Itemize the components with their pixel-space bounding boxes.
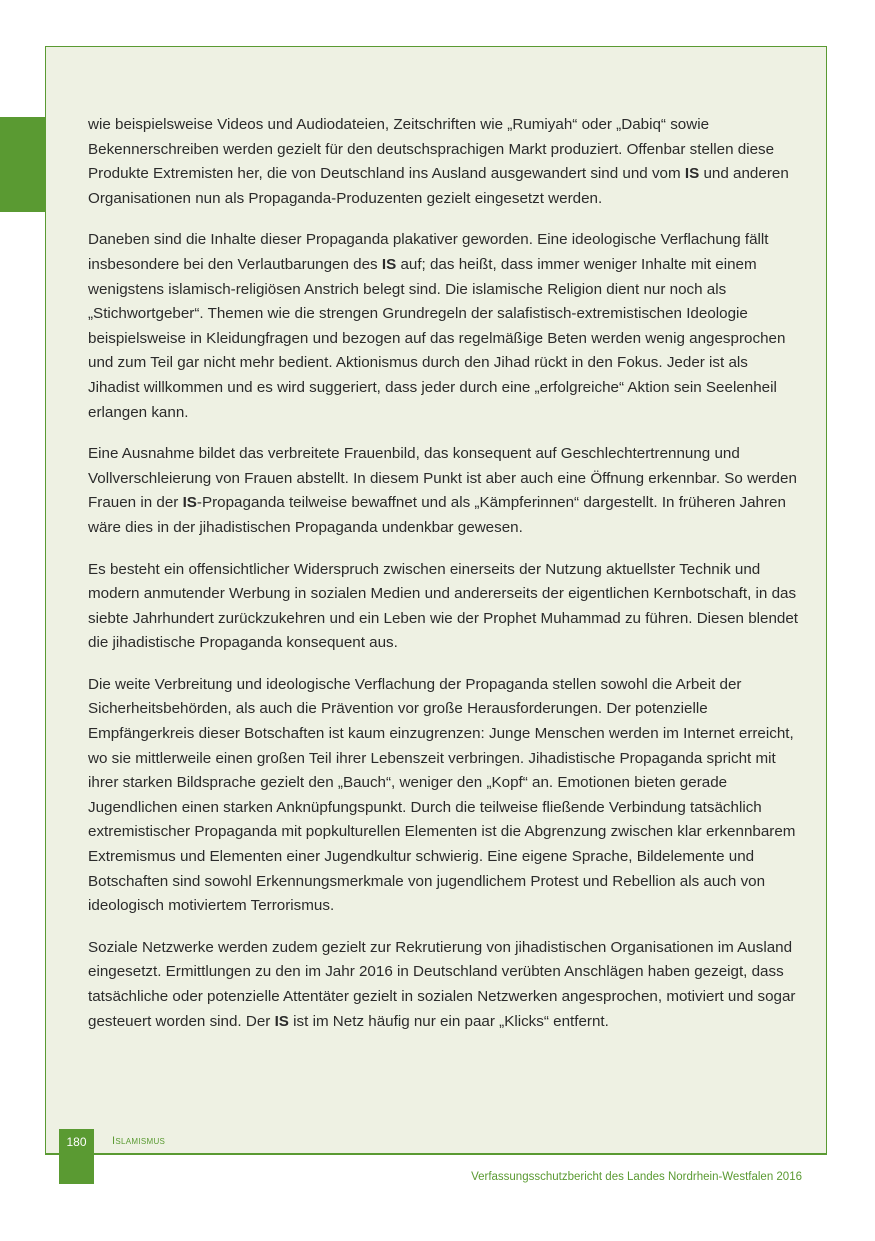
paragraph-1: wie beispielsweise Videos und Audiodateien, Zeitschriften wie „Rumiyah“ oder „Dabiq“ sowie Bekennerschreiben werden gezielt für den deutschsprachigen Markt produziert. Offenbar stellen diese Produkte Extremisten her, die von Deutschland ins Ausland ausgewandert sind und vom IS und anderen Organisationen nun als Propaganda-Produzenten gezielt eingesetzt werden. <box>88 116 789 207</box>
abbr-is: IS <box>182 494 197 512</box>
paragraph-3: Eine Ausnahme bildet das verbreitete Frauenbild, das konsequent auf Geschlechtertrennung und Vollverschleierung von Frauen abstellt. In diesem Punkt ist aber auch eine Öffnung erkennbar. So werden Frauen in der IS-Propaganda teilweise bewaffnet und als „Kämpferinnen“ dargestellt. In früheren Jahren wäre dies in der jihadistischen Propaganda undenkbar gewesen. <box>88 445 797 536</box>
paragraph-6: Soziale Netzwerke werden zudem gezielt zur Rekrutierung von jihadistischen Organisationen im Ausland eingesetzt. Ermittlungen zu den im Jahr 2016 in Deutschland verübten Anschlägen haben gezeigt, dass tatsächliche oder potenzielle Attentäter gezielt in sozialen Netzwerken angesprochen, motiviert und sogar gesteuert worden sind. Der IS ist im Netz häufig nur ein paar „Klicks“ entfernt. <box>88 938 796 1030</box>
publication-title: Verfassungsschutzbericht des Landes Nordrhein-Westfalen 2016 <box>471 1171 802 1183</box>
paragraph-5: Die weite Verbreitung und ideologische Verflachung der Propaganda stellen sowohl die Arbeit der Sicherheitsbehörden, als auch die Prävention vor große Herausforderungen. Der potenzielle Empfängerkreis dieser Botschaften ist kaum einzugrenzen: Junge Menschen werden im Internet erreicht, wo sie mittlerweile einen großen Teil ihrer Lebenszeit verbringen. Jihadistische Propaganda spricht mit ihrer starken Bildsprache gezielt den „Bauch“, weniger den „Kopf“ an. Emotionen bieten gerade Jugendlichen einen starken Anknüpfungspunkt. Durch die teilweise fließende Verbindung tatsächlich extremistischer Propaganda mit popkulturellen Elementen ist die Abgrenzung zwischen klar erkennbarem Extremismus und Elementen einer Jugendkultur schwierig. Eine eigene Sprache, Bildelemente und Botschaften sind sowohl Erkennungsmerkmale von jugendlichem Protest und Rebellion als auch von ideologisch motiviertem Terrorismus. <box>88 675 796 915</box>
abbr-is: IS <box>381 255 397 273</box>
body-text <box>88 113 800 1051</box>
chapter-tab <box>0 117 45 212</box>
paragraph-4: Es besteht ein offensichtlicher Widerspruch zwischen einerseits der Nutzung aktuellster Technik und modern anmutender Werbung in sozialen Medien und andererseits der eigentlichen Kernbotschaft, in das siebte Jahrhundert zurückzukehren und ein Leben wie der Prophet Muhammad zu führen. Diesen blendet die jihadistische Propaganda konsequent aus. <box>88 560 799 652</box>
footer-divider <box>45 1154 827 1155</box>
paragraph-2: Daneben sind die Inhalte dieser Propaganda plakativer geworden. Eine ideologische Verflachung fällt insbesondere bei den Verlautbarungen des IS auf; das heißt, dass immer weniger Inhalte mit einem wenigstens islamisch-religiösen Anstrich belegt sind. Die islamische Religion dient nur noch als „Stichwortgeber“. Themen wie die strengen Grundregeln der salafistisch-extremistischen Ideologie beispielsweise in Kleidungfragen und bezogen auf das regelmäßige Beten werden wenig angesprochen und zum Teil gar nicht mehr bedient. Aktionismus durch den Jihad rückt in den Fokus. Jeder ist als Jihadist willkommen und es wird suggeriert, dass jeder durch eine „erfolgreiche“ Aktion sein Seelenheil erlangen kann. <box>88 231 786 421</box>
abbr-is: IS <box>274 1012 289 1030</box>
abbr-is: IS <box>684 165 700 183</box>
page-number: 180 <box>59 1129 94 1184</box>
section-label: Islamismus <box>112 1135 166 1147</box>
